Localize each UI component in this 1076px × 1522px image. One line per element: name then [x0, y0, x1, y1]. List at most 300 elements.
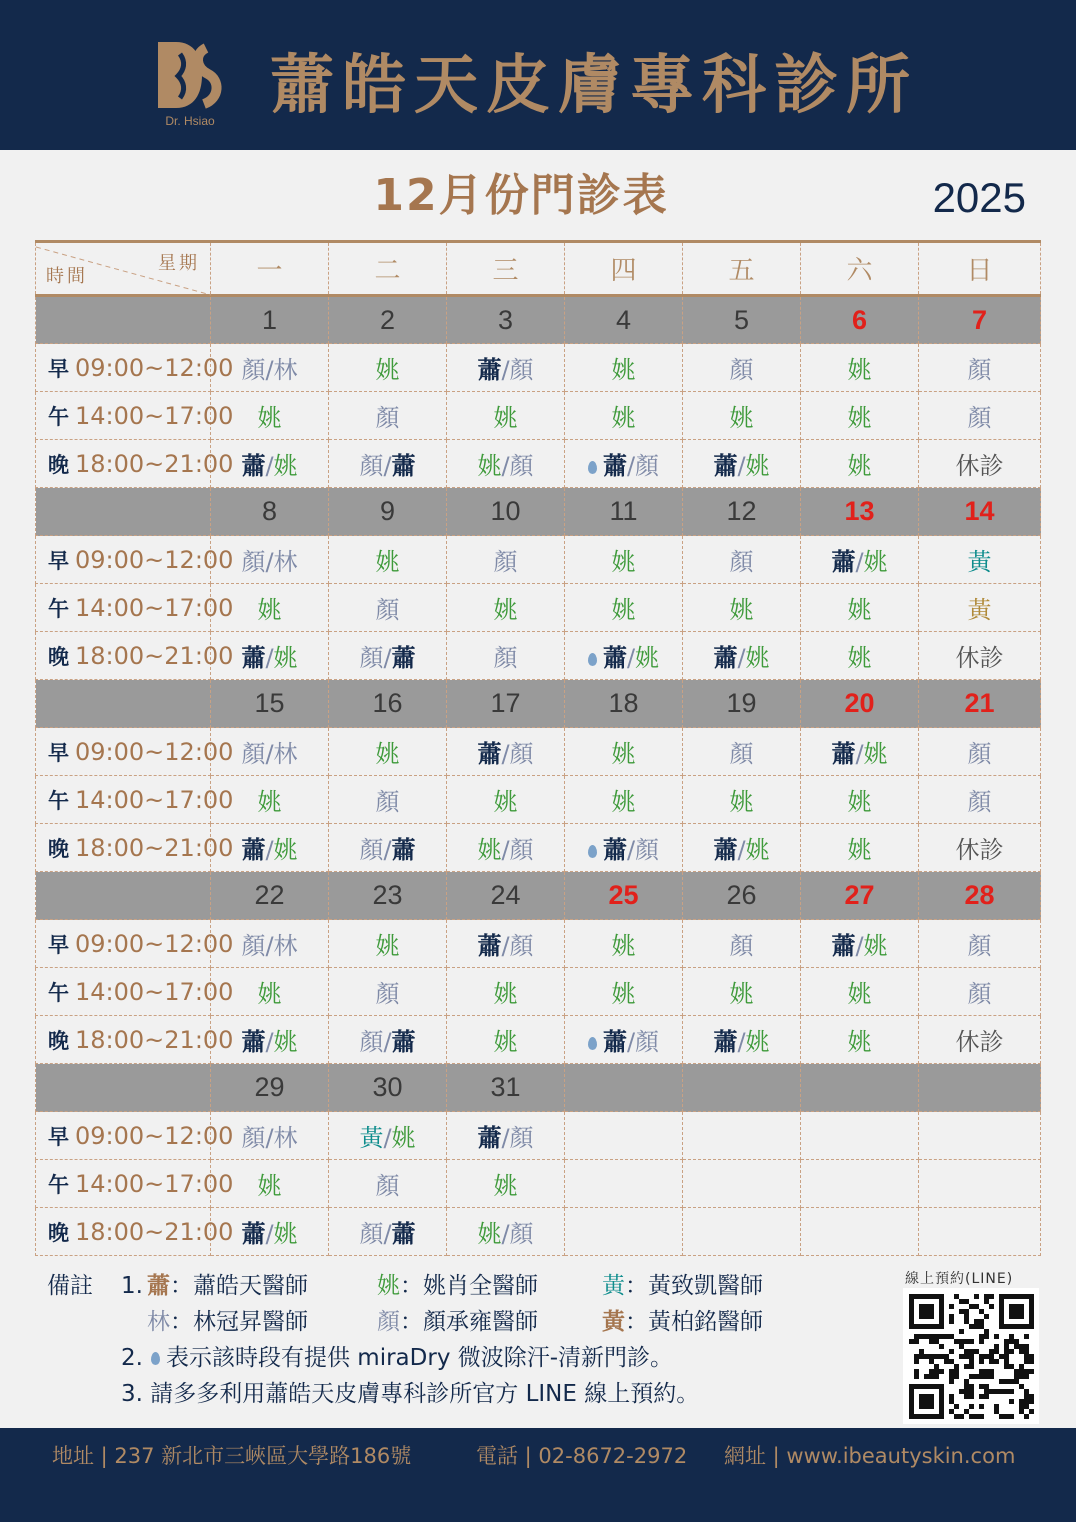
schedule-cell [565, 344, 683, 392]
slot-time: 09:00~12:00 [75, 929, 234, 958]
doctor-initial: 蕭 [713, 1028, 738, 1056]
empty-cell [801, 1208, 919, 1256]
doctor-abbr-huang-zk: 黃 [602, 1273, 625, 1299]
separator: / [737, 452, 746, 480]
header-corner [36, 242, 211, 296]
doctor-initial: 姚 [257, 788, 282, 816]
footer-bar [0, 1428, 1076, 1522]
doctor-initial: 姚 [847, 836, 872, 864]
schedule-cell [683, 392, 801, 440]
clinic-logo [150, 40, 230, 132]
doctor-initial: 姚 [847, 1028, 872, 1056]
corner-weekday-label: 星期 [158, 253, 200, 274]
date-row [36, 296, 1041, 344]
separator: / [265, 356, 274, 384]
slot-row [36, 920, 1041, 968]
schedule-cell [683, 632, 801, 680]
doctor-initial: 姚 [375, 932, 400, 960]
separator: / [265, 740, 274, 768]
doctor-initial: 姚 [493, 1172, 518, 1200]
separator: / [265, 932, 274, 960]
date-cell: 12 [683, 488, 801, 536]
doctor-initial: 姚 [257, 1172, 282, 1200]
schedule-cell [447, 584, 565, 632]
separator: / [737, 836, 746, 864]
date-cell: 10 [447, 488, 565, 536]
weekday-sat: 六 [801, 242, 919, 296]
date-cell [683, 1064, 801, 1112]
closed-label: 休診 [955, 1028, 1004, 1056]
doctor-initial: 顏 [493, 548, 518, 576]
note-3-text: 3. 請多多利用蕭皓天皮膚專科診所官方 LINE 線上預約。 [121, 1381, 700, 1407]
doctor-initial: 蕭 [477, 356, 502, 384]
qr-label: 線上預約(LINE) [905, 1271, 1014, 1287]
slot-row [36, 776, 1041, 824]
doctor-initial: 姚 [847, 452, 872, 480]
empty-cell [683, 1208, 801, 1256]
separator: / [383, 644, 392, 672]
slot-prefix: 早 [48, 932, 69, 957]
doctor-initial: 姚 [847, 980, 872, 1008]
separator: / [265, 1028, 274, 1056]
slot-prefix: 午 [48, 596, 69, 621]
slot-prefix: 晚 [48, 1028, 69, 1053]
doctor-initial: 蕭 [831, 548, 856, 576]
slot-time: 09:00~12:00 [75, 737, 234, 766]
date-cell: 19 [683, 680, 801, 728]
doctor-initial: 顏 [509, 1220, 534, 1248]
doctor-initial: 蕭 [391, 836, 416, 864]
separator: / [737, 1028, 746, 1056]
doctor-initial: 姚 [729, 404, 754, 432]
schedule-cell [447, 968, 565, 1016]
empty-cell [565, 1208, 683, 1256]
schedule-cell [801, 440, 919, 488]
slot-time: 14:00~17:00 [75, 401, 234, 430]
doctor-initial: 顏 [729, 548, 754, 576]
schedule-cell [683, 536, 801, 584]
note-2-number: 2. [121, 1345, 143, 1371]
schedule-cell [329, 776, 447, 824]
schedule-cell [565, 632, 683, 680]
doctor-initial: 蕭 [391, 644, 416, 672]
doctor-initial: 蕭 [477, 932, 502, 960]
slot-row [36, 632, 1041, 680]
doctor-initial: 黃 [967, 596, 992, 624]
doctor-initial: 姚 [493, 404, 518, 432]
schedule-cell [447, 536, 565, 584]
water-drop-icon [588, 1037, 597, 1050]
schedule-cell [801, 632, 919, 680]
doctor-initial: 姚 [273, 1028, 298, 1056]
separator: / [855, 740, 864, 768]
slot-time: 14:00~17:00 [75, 977, 234, 1006]
doctor-initial: 顏 [241, 740, 266, 768]
schedule-cell [565, 968, 683, 1016]
date-cell: 4 [565, 296, 683, 344]
header-bar [0, 0, 1076, 150]
slot-prefix: 午 [48, 1172, 69, 1197]
doctor-initial: 姚 [729, 596, 754, 624]
doctor-initial: 顏 [493, 644, 518, 672]
doctor-initial: 林 [273, 548, 298, 576]
doctor-initial: 姚 [847, 596, 872, 624]
slot-label [36, 968, 234, 1016]
doctor-initial: 姚 [611, 548, 636, 576]
doctor-initial: 林 [273, 740, 298, 768]
footer-website[interactable]: 網址 | www.ibeautyskin.com [724, 1444, 1016, 1468]
schedule-cell [329, 728, 447, 776]
empty-cell [801, 1112, 919, 1160]
doctor-initial: 蕭 [713, 644, 738, 672]
separator: / [265, 1124, 274, 1152]
doctor-initial: 蕭 [391, 452, 416, 480]
slot-label [36, 728, 234, 776]
schedule-cell [329, 536, 447, 584]
slot-row [36, 344, 1041, 392]
date-cell: 27 [801, 872, 919, 920]
schedule-cell [447, 440, 565, 488]
page-title: 12月份門診表 [373, 170, 669, 221]
doctor-initial: 顏 [359, 644, 384, 672]
slot-time: 09:00~12:00 [75, 353, 234, 382]
doctor-initial: 姚 [611, 740, 636, 768]
slot-label [36, 1160, 234, 1208]
empty-cell [565, 1112, 683, 1160]
doctor-initial: 蕭 [831, 740, 856, 768]
schedule-cell [683, 344, 801, 392]
slot-time: 14:00~17:00 [75, 785, 234, 814]
schedule-cell [683, 824, 801, 872]
doctor-initial: 顏 [635, 1028, 660, 1056]
slot-time: 18:00~21:00 [75, 1025, 234, 1054]
slot-row [36, 1160, 1041, 1208]
slot-prefix: 晚 [48, 836, 69, 861]
doctor-abbr-hsiao: 蕭 [147, 1273, 170, 1299]
slot-label [36, 1016, 234, 1064]
water-drop-icon [151, 1352, 160, 1365]
doctor-initial: 顏 [509, 836, 534, 864]
schedule-cell [447, 1160, 565, 1208]
doctor-initial: 林 [273, 1124, 298, 1152]
schedule-cell [801, 584, 919, 632]
slot-label [36, 824, 234, 872]
doctor-initial: 姚 [729, 980, 754, 1008]
schedule-cell [565, 824, 683, 872]
doctor-initial: 顏 [359, 452, 384, 480]
separator: / [626, 452, 636, 480]
separator: / [265, 452, 274, 480]
schedule-cell [447, 728, 565, 776]
schedule-cell [565, 440, 683, 488]
separator: / [855, 548, 864, 576]
separator: / [626, 836, 636, 864]
date-row-spacer [36, 488, 211, 536]
weekday-header-row [36, 242, 1041, 296]
schedule-cell [801, 392, 919, 440]
slot-label [36, 392, 234, 440]
doctor-initial: 蕭 [241, 1028, 266, 1056]
doctor-abbr-yao: 姚 [377, 1273, 400, 1299]
doctor-initial: 姚 [493, 788, 518, 816]
slot-prefix: 午 [48, 404, 69, 429]
doctor-initial: 顏 [241, 932, 266, 960]
schedule-cell [919, 1016, 1041, 1064]
empty-cell [565, 1160, 683, 1208]
notes-label: 備註 [47, 1273, 93, 1299]
empty-cell [683, 1160, 801, 1208]
doctor-initial: 顏 [509, 452, 534, 480]
slot-time: 18:00~21:00 [75, 833, 234, 862]
date-cell: 28 [919, 872, 1041, 920]
doctor-initial: 顏 [375, 404, 400, 432]
schedule-cell [329, 344, 447, 392]
separator: / [501, 1124, 510, 1152]
doctor-initial: 姚 [375, 740, 400, 768]
date-cell: 21 [919, 680, 1041, 728]
doctor-initial: 顏 [635, 452, 660, 480]
doctor-initial: 顏 [729, 356, 754, 384]
closed-label: 休診 [955, 644, 1004, 672]
slot-time: 18:00~21:00 [75, 449, 234, 478]
doctor-initial: 姚 [729, 788, 754, 816]
doctor-initial: 顏 [375, 788, 400, 816]
weekday-wed: 三 [447, 242, 565, 296]
doctor-initial: 蕭 [391, 1220, 416, 1248]
date-cell: 6 [801, 296, 919, 344]
separator: / [501, 356, 510, 384]
schedule-cell [565, 728, 683, 776]
doctor-initial: 蕭 [602, 1028, 627, 1056]
doctor-initial: 姚 [375, 548, 400, 576]
doctor-initial: 姚 [847, 356, 872, 384]
schedule-cell [447, 920, 565, 968]
logo-text: Dr. Hsiao [165, 114, 215, 128]
schedule-cell [683, 728, 801, 776]
slot-row [36, 1016, 1041, 1064]
slot-time: 14:00~17:00 [75, 1169, 234, 1198]
note-2-text: 表示該時段有提供 miraDry 微波除汗-清新門診。 [166, 1345, 674, 1371]
separator: / [855, 932, 864, 960]
separator: / [383, 1028, 392, 1056]
slot-prefix: 早 [48, 1124, 69, 1149]
date-cell: 3 [447, 296, 565, 344]
schedule-cell [329, 1208, 447, 1256]
schedule-cell [919, 344, 1041, 392]
date-cell: 31 [447, 1064, 565, 1112]
date-cell: 11 [565, 488, 683, 536]
slot-row [36, 440, 1041, 488]
schedule-cell [683, 920, 801, 968]
doctor-name-hsiao: ：蕭皓天醫師 [170, 1273, 308, 1299]
schedule-cell [565, 1016, 683, 1064]
doctor-initial: 蕭 [602, 644, 627, 672]
water-drop-icon [588, 461, 597, 474]
slot-row [36, 1208, 1041, 1256]
doctor-name-huang-zk: ：黃致凱醫師 [625, 1273, 763, 1299]
doctor-initial: 顏 [375, 1172, 400, 1200]
schedule-cell [565, 536, 683, 584]
doctor-initial: 姚 [391, 1124, 416, 1152]
schedule-cell [565, 920, 683, 968]
doctor-initial: 顏 [359, 1220, 384, 1248]
slot-prefix: 午 [48, 788, 69, 813]
doctor-initial: 姚 [257, 980, 282, 1008]
date-cell: 16 [329, 680, 447, 728]
slot-time: 18:00~21:00 [75, 1217, 234, 1246]
separator: / [265, 548, 274, 576]
doctor-initial: 姚 [493, 1028, 518, 1056]
schedule-cell [447, 392, 565, 440]
date-cell: 7 [919, 296, 1041, 344]
slot-prefix: 午 [48, 980, 69, 1005]
separator: / [265, 644, 274, 672]
slot-label [36, 344, 234, 392]
slot-row [36, 728, 1041, 776]
separator: / [383, 1220, 392, 1248]
schedule-cell [919, 584, 1041, 632]
doctor-initial: 姚 [611, 932, 636, 960]
slot-label [36, 920, 234, 968]
slot-prefix: 晚 [48, 452, 69, 477]
schedule-cell [447, 1016, 565, 1064]
date-row-spacer [36, 680, 211, 728]
date-row-spacer [36, 872, 211, 920]
closed-label: 休診 [955, 452, 1004, 480]
separator: / [501, 740, 510, 768]
doctor-initial: 姚 [611, 596, 636, 624]
date-cell: 1 [211, 296, 329, 344]
doctor-initial: 姚 [273, 644, 298, 672]
schedule-cell [447, 1112, 565, 1160]
doctor-initial: 顏 [729, 932, 754, 960]
doctor-initial: 顏 [967, 980, 992, 1008]
doctor-initial: 蕭 [241, 452, 266, 480]
weekday-tue: 二 [329, 242, 447, 296]
doctor-initial: 顏 [967, 932, 992, 960]
doctor-initial: 蕭 [602, 452, 627, 480]
doctor-initial: 顏 [635, 836, 660, 864]
date-cell [919, 1064, 1041, 1112]
separator: / [383, 836, 392, 864]
water-drop-icon [588, 845, 597, 858]
doctor-initial: 姚 [477, 452, 502, 480]
doctor-initial: 顏 [967, 356, 992, 384]
doctor-initial: 姚 [273, 836, 298, 864]
date-row [36, 872, 1041, 920]
doctor-abbr-yen: 顏 [377, 1309, 400, 1335]
doctor-initial: 姚 [863, 932, 888, 960]
doctor-name-yen: ：顏承雍醫師 [400, 1309, 538, 1335]
slot-row [36, 536, 1041, 584]
schedule-cell [447, 824, 565, 872]
weekday-thu: 四 [565, 242, 683, 296]
schedule-cell [801, 920, 919, 968]
separator: / [737, 644, 746, 672]
date-cell: 25 [565, 872, 683, 920]
slot-time: 14:00~17:00 [75, 593, 234, 622]
doctor-initial: 蕭 [831, 932, 856, 960]
qr-code-icon[interactable] [903, 1288, 1039, 1424]
weekday-fri: 五 [683, 242, 801, 296]
separator: / [501, 932, 510, 960]
separator: / [501, 1220, 510, 1248]
weekday-mon: 一 [211, 242, 329, 296]
doctor-name-lin: ：林冠昇醫師 [170, 1309, 308, 1335]
schedule-cell [919, 920, 1041, 968]
separator: / [265, 836, 274, 864]
doctor-initial: 姚 [745, 836, 770, 864]
schedule-cell [683, 968, 801, 1016]
date-cell: 26 [683, 872, 801, 920]
separator: / [383, 1124, 392, 1152]
schedule-cell [329, 920, 447, 968]
schedule-cell [919, 824, 1041, 872]
doctor-initial: 顏 [509, 740, 534, 768]
doctor-initial: 蕭 [241, 1220, 266, 1248]
schedule-cell [447, 632, 565, 680]
doctor-initial: 顏 [509, 932, 534, 960]
date-row [36, 1064, 1041, 1112]
date-cell: 5 [683, 296, 801, 344]
date-row [36, 488, 1041, 536]
slot-label [36, 1112, 234, 1160]
schedule-cell [919, 968, 1041, 1016]
doctor-initial: 姚 [257, 596, 282, 624]
doctor-initial: 姚 [863, 740, 888, 768]
schedule-cell [447, 344, 565, 392]
doctor-initial: 姚 [611, 788, 636, 816]
doctor-initial: 姚 [477, 1220, 502, 1248]
doctor-initial: 姚 [847, 404, 872, 432]
date-cell: 29 [211, 1064, 329, 1112]
doctor-initial: 黃 [967, 548, 992, 576]
doctor-initial: 顏 [241, 548, 266, 576]
slot-label [36, 440, 234, 488]
weekday-sun: 日 [919, 242, 1041, 296]
date-cell [801, 1064, 919, 1112]
corner-time-label: 時間 [46, 266, 88, 287]
date-cell: 8 [211, 488, 329, 536]
closed-label: 休診 [955, 836, 1004, 864]
date-cell: 14 [919, 488, 1041, 536]
doctor-initial: 林 [273, 932, 298, 960]
schedule-cell [919, 440, 1041, 488]
separator: / [626, 1028, 636, 1056]
doctor-name-huang-bm: ：黃柏銘醫師 [625, 1309, 763, 1335]
schedule-cell [565, 776, 683, 824]
doctor-initial: 姚 [847, 788, 872, 816]
date-cell: 22 [211, 872, 329, 920]
separator: / [501, 452, 510, 480]
footer-address: 地址 | 237 新北市三峽區大學路186號 [52, 1444, 412, 1468]
doctor-initial: 蕭 [713, 836, 738, 864]
slot-row [36, 968, 1041, 1016]
doctor-initial: 姚 [493, 980, 518, 1008]
doctor-initial: 姚 [273, 1220, 298, 1248]
schedule-table [35, 240, 1041, 1256]
slot-label [36, 1208, 234, 1256]
slot-prefix: 早 [48, 548, 69, 573]
separator: / [626, 644, 636, 672]
doctor-initial: 蕭 [477, 1124, 502, 1152]
schedule-cell [919, 776, 1041, 824]
doctor-initial: 顏 [967, 404, 992, 432]
doctor-initial: 蕭 [241, 644, 266, 672]
doctor-initial: 林 [273, 356, 298, 384]
doctor-initial: 姚 [273, 452, 298, 480]
slot-time: 18:00~21:00 [75, 641, 234, 670]
